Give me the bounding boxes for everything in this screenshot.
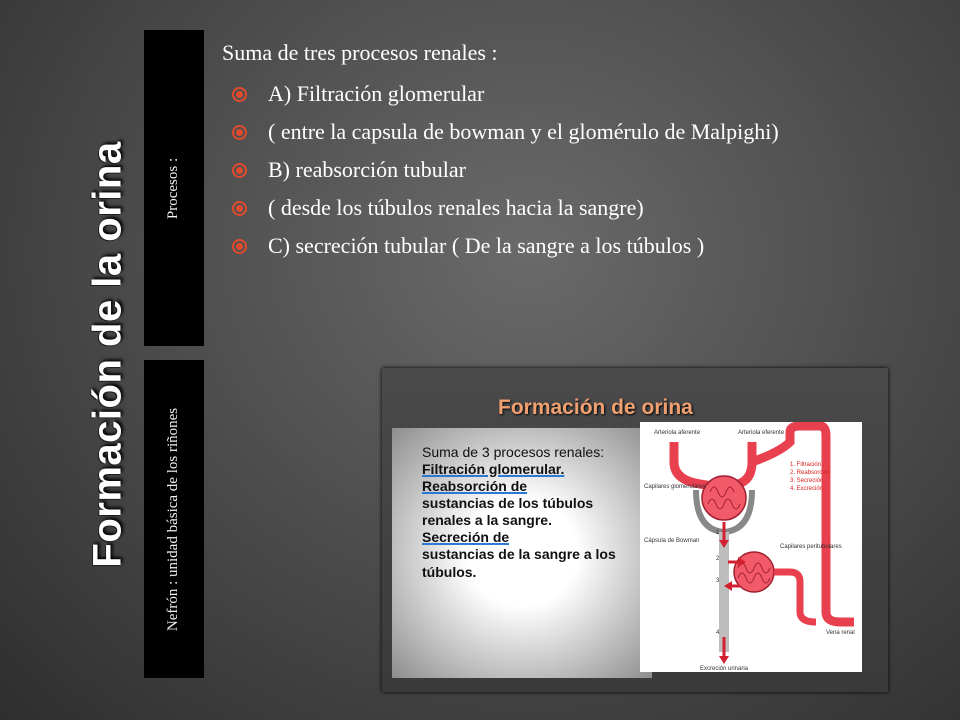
legend-item: 2. Reabsorción — [790, 470, 831, 476]
image-title: Formación de orina — [498, 396, 693, 419]
legend-item: 1. Filtración — [790, 462, 822, 468]
title-container — [78, 30, 138, 678]
legend-item: 3. Secreción — [790, 478, 824, 484]
step-number: 2 — [716, 556, 720, 562]
label-efferent: Arteriola eferente — [738, 430, 785, 436]
bullet-text: B) reabsorción tubular — [268, 156, 466, 182]
bullet-icon — [232, 163, 247, 178]
image-text-reabsorption-rest: sustancias de los túbulos renales a la sangre. — [422, 495, 594, 529]
section-tab-nephron-label: Nefrón : unidad básica de los riñones — [165, 407, 182, 631]
image-text-filtration: Filtración glomerular. — [422, 461, 565, 478]
section-tab-processes-label: Procesos : — [165, 157, 182, 219]
afferent-arteriole — [674, 442, 712, 486]
efferent-arteriole — [738, 442, 752, 484]
nephron-diagram — [640, 422, 862, 672]
image-text-reabsorption: Reabsorción de — [422, 478, 528, 495]
bullet-item — [222, 117, 922, 146]
step-number: 1 — [716, 530, 720, 536]
urine-formation-image — [382, 368, 888, 692]
section-tab-nephron[interactable] — [144, 360, 204, 678]
image-text-secretion: Secreción de — [422, 529, 510, 546]
label-afferent: Arteriola aferente — [654, 430, 701, 436]
bullet-text: C) secreción tubular ( De la sangre a los túbulos ) — [268, 232, 705, 258]
image-text-secretion-rest: sustancias de la sangre a los túbulos. — [422, 546, 616, 580]
bullet-list — [222, 79, 922, 260]
bullet-icon — [232, 201, 247, 216]
glomerulus — [702, 476, 746, 520]
bullet-item — [222, 155, 922, 184]
bullet-item — [222, 193, 922, 222]
bullet-icon — [232, 239, 247, 254]
intro-text: Suma de tres procesos renales : — [222, 40, 498, 65]
slide-title: Formación de la orina — [85, 140, 130, 568]
bullet-text: ( desde los túbulos renales hacia la sangre) — [268, 194, 644, 220]
slide-content — [222, 38, 922, 269]
bullet-icon — [232, 87, 247, 102]
label-peritubular-capillaries: Capilares peritubulares — [780, 544, 842, 550]
bullet-text: A) Filtración glomerular — [268, 80, 485, 106]
label-urinary-excretion: Excreción urinaria — [700, 666, 749, 672]
section-tab-processes[interactable] — [144, 30, 204, 346]
image-text-intro: Suma de 3 procesos renales: — [422, 444, 605, 460]
image-text — [422, 444, 642, 581]
label-renal-vein: Vena renal — [826, 630, 855, 636]
bullet-text: ( entre la capsula de bowman y el glomérulo de Malpighi) — [268, 118, 779, 144]
nephron-diagram-svg — [640, 422, 862, 672]
label-glomerular-capillaries: Capilares glomerulares — [644, 484, 706, 490]
legend-item: 4. Excreción — [790, 486, 824, 492]
label-bowman-capsule: Cápsula de Bowman — [644, 538, 700, 544]
bullet-item — [222, 79, 922, 108]
bullet-item — [222, 231, 922, 260]
step-number: 4 — [716, 630, 720, 636]
bullet-icon — [232, 125, 247, 140]
step-number: 3 — [716, 578, 720, 584]
